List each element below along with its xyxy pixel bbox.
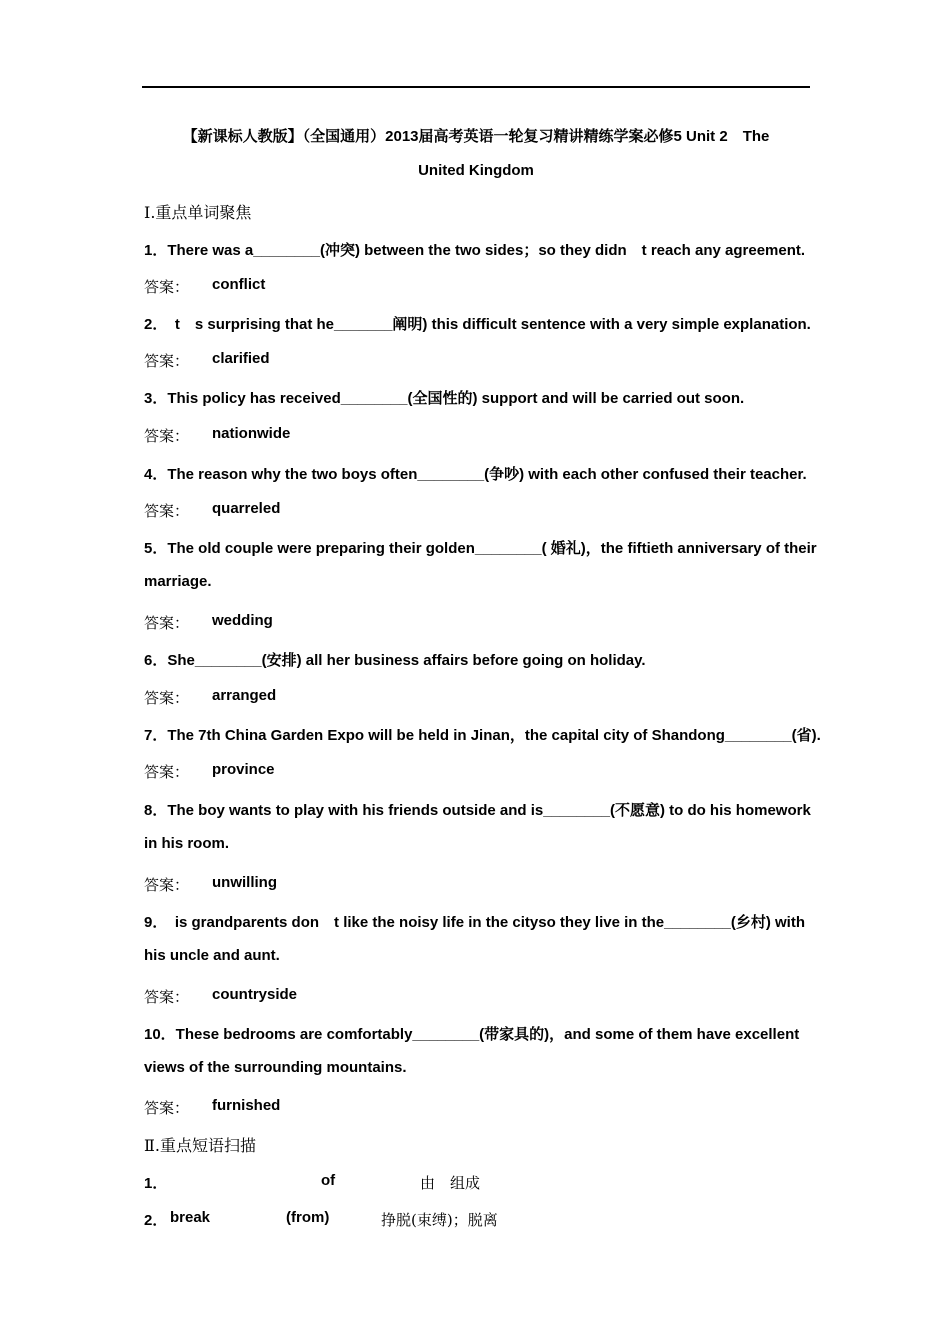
answer-3: nationwide [212,425,291,442]
question-8-cont: in his room. [144,835,230,852]
answer-8: unwilling [212,874,277,891]
answer-1: conflict [212,276,266,293]
answer-row-10 [144,1097,281,1118]
top-rule [142,86,810,88]
document-title-line2: United Kingdom [418,162,534,179]
answer-row-8 [144,874,277,895]
answer-row-6 [144,687,277,708]
answer-7: province [212,761,275,778]
answer-label: 答案： [144,427,190,445]
answer-2: clarified [212,350,270,367]
phrase-row-1 [144,1172,544,1194]
answer-4: quarreled [212,500,281,517]
question-2: 2． t s surprising that he_______阐明) this difficult sentence with a very simple explanation. [144,316,811,333]
phrase-1-cn: 由 组成 [420,1174,481,1192]
phrase-2-en2: (from) [286,1209,330,1226]
phrase-2-num: 2． [144,1212,168,1229]
answer-6: arranged [212,687,277,704]
question-6: 6．She________(安排) all her business affairs before going on holiday. [144,652,646,669]
answer-label: 答案： [144,502,190,520]
answer-row-4 [144,500,281,521]
answer-row-1 [144,276,266,297]
phrase-1-num: 1． [144,1175,168,1192]
answer-label: 答案： [144,763,190,781]
answer-row-3 [144,425,291,446]
answer-label: 答案： [144,988,190,1006]
answer-row-7 [144,761,275,782]
question-10: 10．These bedrooms are comfortably________(带家具的)，and some of them have excellent [144,1026,800,1043]
answer-row-5 [144,612,273,633]
question-5: 5．The old couple were preparing their golden________( 婚礼)，the fiftieth anniversary of their [144,540,817,557]
question-4: 4．The reason why the two boys often________(争吵) with each other confused their teacher. [144,466,807,483]
question-8: 8．The boy wants to play with his friends outside and is________(不愿意) to do his homework [144,802,811,819]
question-5-cont: marriage. [144,573,212,590]
section2-heading: Ⅱ.重点短语扫描 [144,1136,256,1155]
answer-row-9 [144,986,298,1007]
answer-10: furnished [212,1097,281,1114]
question-9-cont: his uncle and aunt. [144,947,280,964]
phrase-row-2 [144,1209,544,1231]
answer-label: 答案： [144,278,190,296]
question-7: 7．The 7th China Garden Expo will be held in Jinan，the capital city of Shandong________(省). [144,727,821,744]
answer-label: 答案： [144,876,190,894]
question-9: 9． is grandparents don t like the noisy life in the cityso they live in the________(乡村) with [144,914,805,931]
answer-9: countryside [212,986,298,1003]
question-10-cont: views of the surrounding mountains. [144,1059,407,1076]
phrase-2-en1: break [170,1209,211,1226]
answer-label: 答案： [144,1099,190,1117]
section1-heading: Ⅰ.重点单词聚焦 [144,203,252,222]
answer-5: wedding [212,612,273,629]
question-3: 3．This policy has received________(全国性的) support and will be carried out soon. [144,390,745,407]
question-1: 1．There was a________(冲突) between the two sides；so they didn t reach any agreement. [144,242,806,259]
phrase-2-cn: 挣脱(束缚)；脱离 [381,1211,498,1229]
answer-label: 答案： [144,352,190,370]
phrase-1-en2: of [321,1172,336,1189]
answer-row-2 [144,350,270,371]
answer-label: 答案： [144,689,190,707]
document-title-line1: 【新课标人教版】（全国通用）2013届高考英语一轮复习精讲精练学案必修5 Unit 2 The [182,128,770,145]
answer-label: 答案： [144,614,190,632]
